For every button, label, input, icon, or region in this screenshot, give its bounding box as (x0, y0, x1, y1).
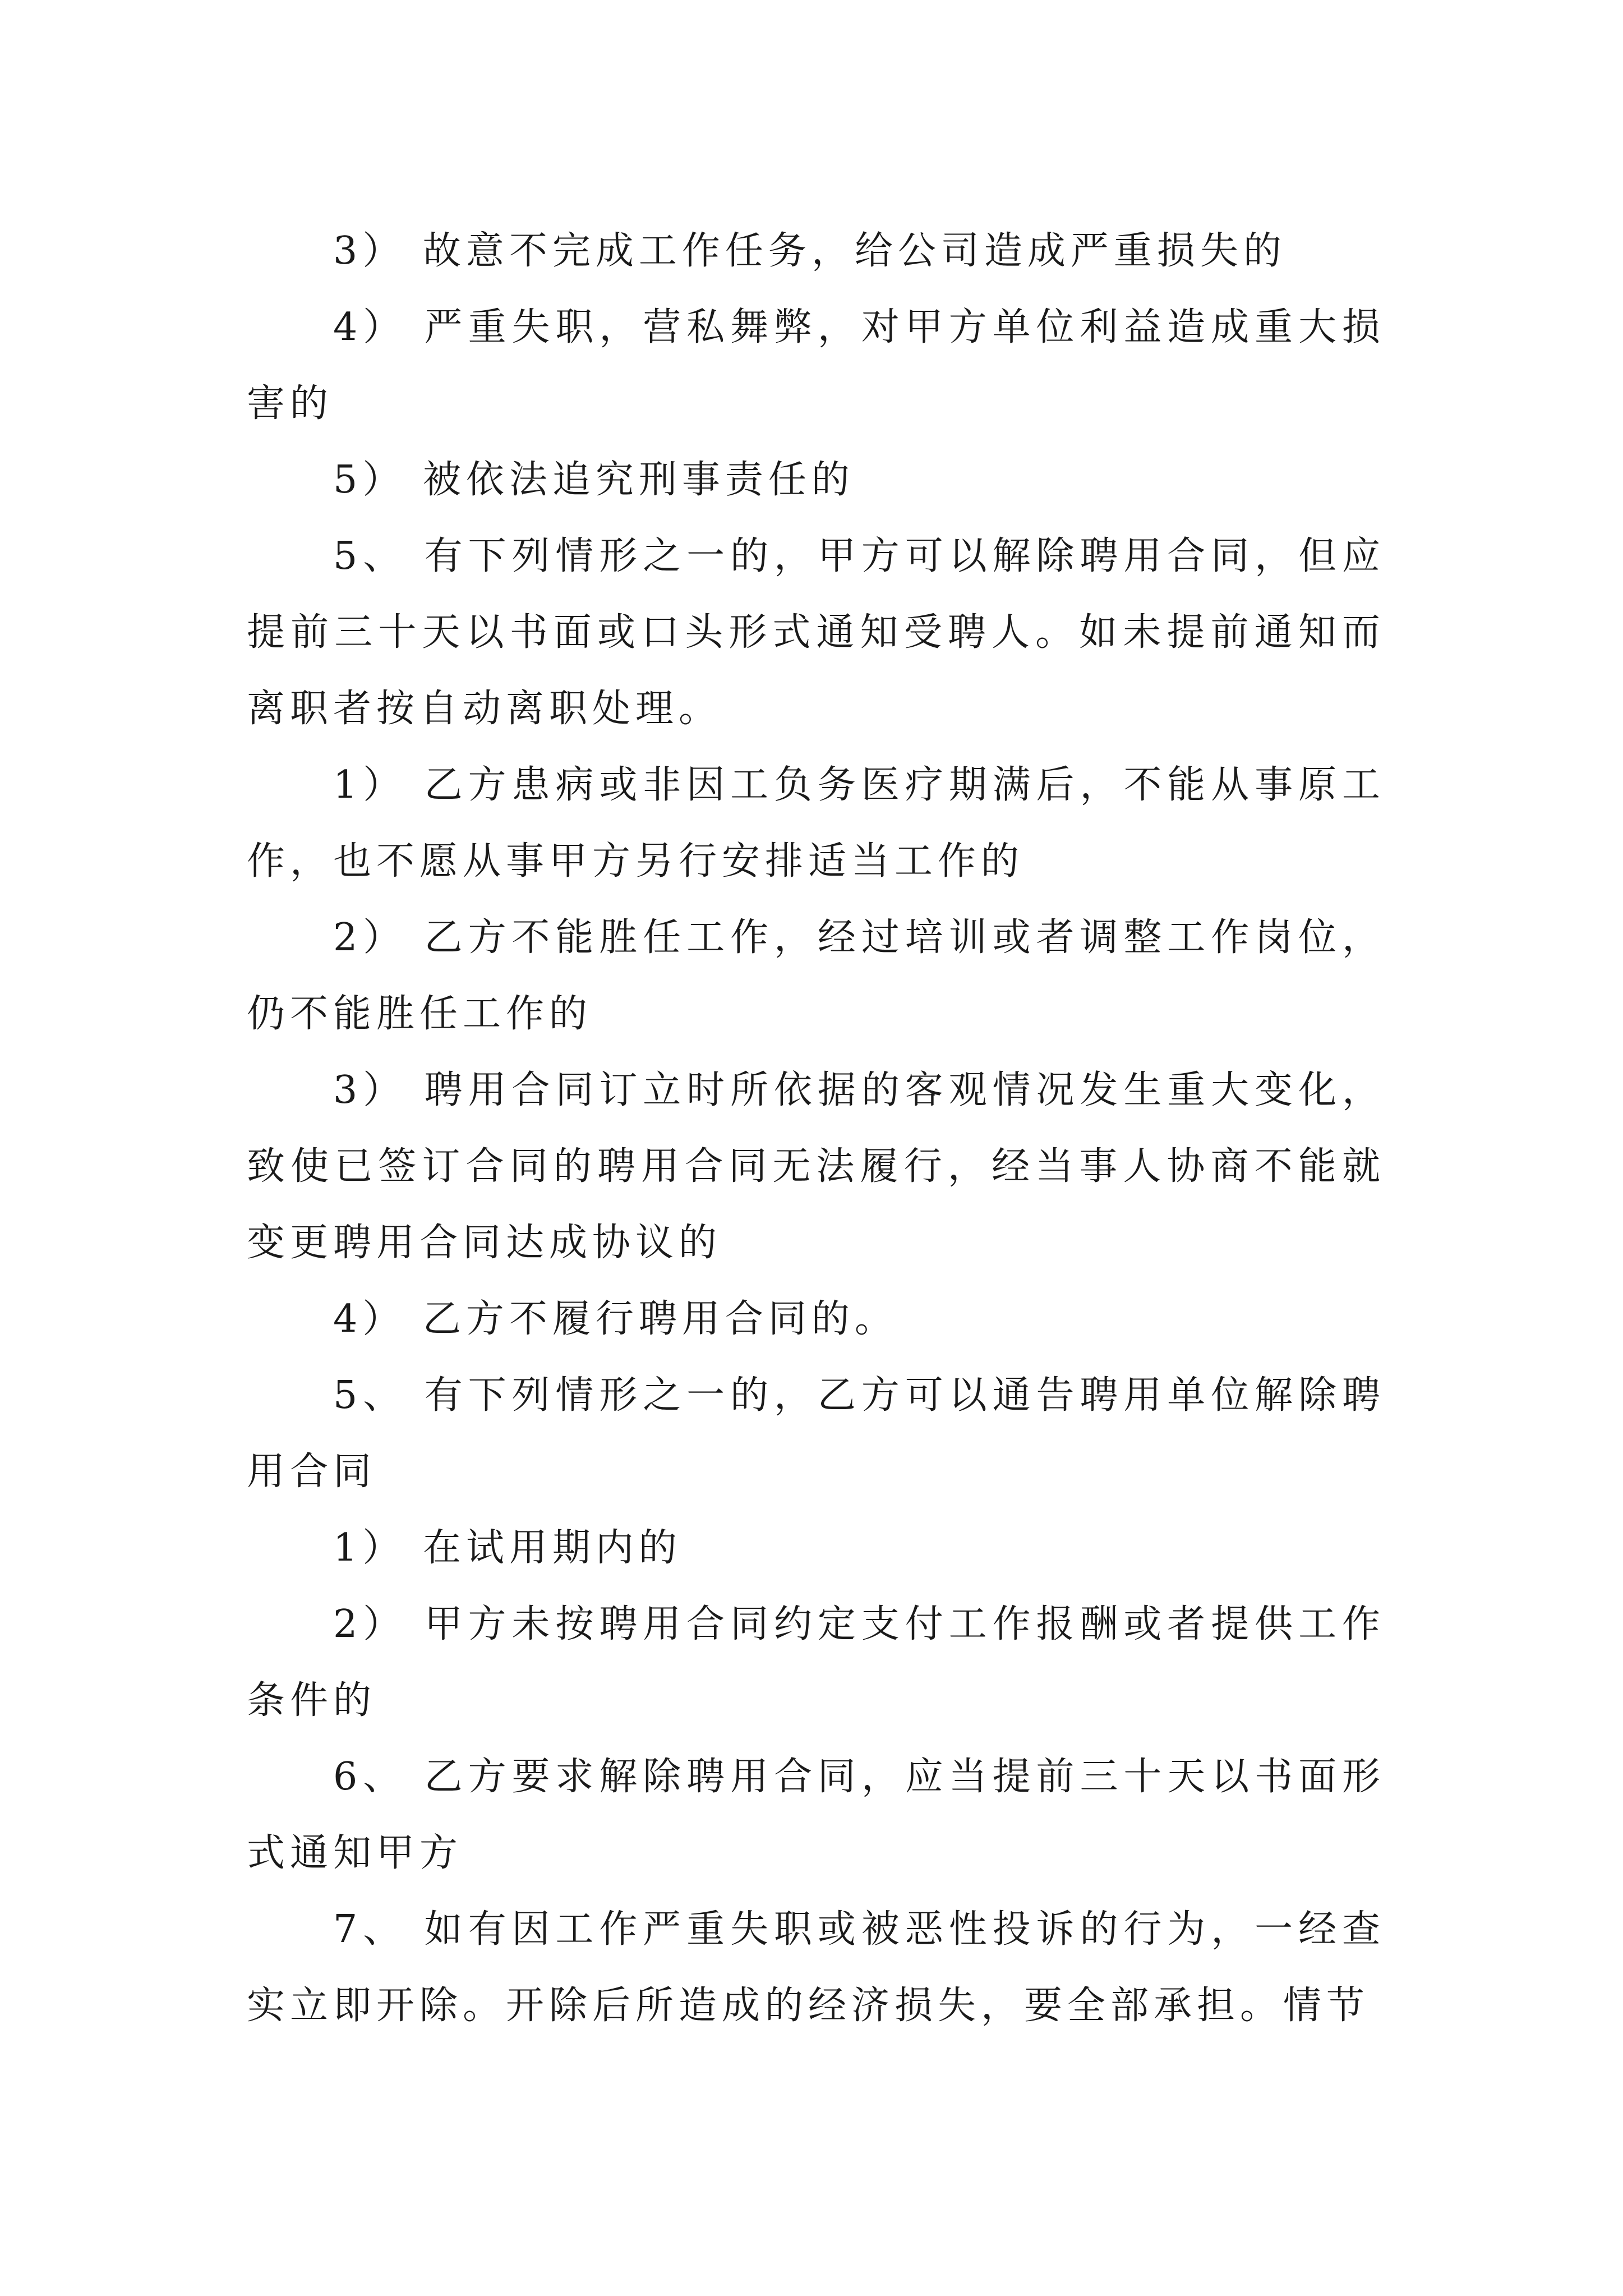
paragraph: 3） 聘用合同订立时所依据的客观情况发生重大变化，致使已签订合同的聘用合同无法履行，经当事人协商不能就变更聘用合同达成协议的 (247, 1068, 1385, 1265)
paragraph: 4） 严重失职，营私舞弊，对甲方单位利益造成重大损害的 (247, 305, 1385, 426)
paragraph: 5、 有下列情形之一的，乙方可以通告聘用单位解除聘用合同 (247, 1373, 1385, 1494)
paragraph: 1） 乙方患病或非因工负务医疗期满后，不能从事原工作，也不愿从事甲方另行安排适当工作的 (247, 763, 1385, 884)
paragraph: 5、 有下列情形之一的，甲方可以解除聘用合同，但应提前三十天以书面或口头形式通知受聘人。如未提前通知而离职者按自动离职处理。 (247, 534, 1385, 731)
paragraph: 6、 乙方要求解除聘用合同，应当提前三十天以书面形式通知甲方 (247, 1755, 1385, 1875)
document-body (247, 213, 1385, 2044)
paragraph: 5） 被依法追究刑事责任的 (333, 458, 855, 502)
paragraph: 2） 甲方未按聘用合同约定支付工作报酬或者提供工作条件的 (247, 1602, 1385, 1723)
paragraph: 7、 如有因工作严重失职或被恶性投诉的行为，一经查实立即开除。开除后所造成的经济损失，要全部承担。情节 (247, 1907, 1385, 2028)
paragraph: 1） 在试用期内的 (333, 1526, 682, 1570)
paragraph: 3） 故意不完成工作任务，给公司造成严重损失的 (333, 229, 1287, 273)
paragraph: 4） 乙方不履行聘用合同的。 (333, 1297, 898, 1341)
paragraph: 2） 乙方不能胜任工作，经过培训或者调整工作岗位，仍不能胜任工作的 (247, 915, 1385, 1036)
